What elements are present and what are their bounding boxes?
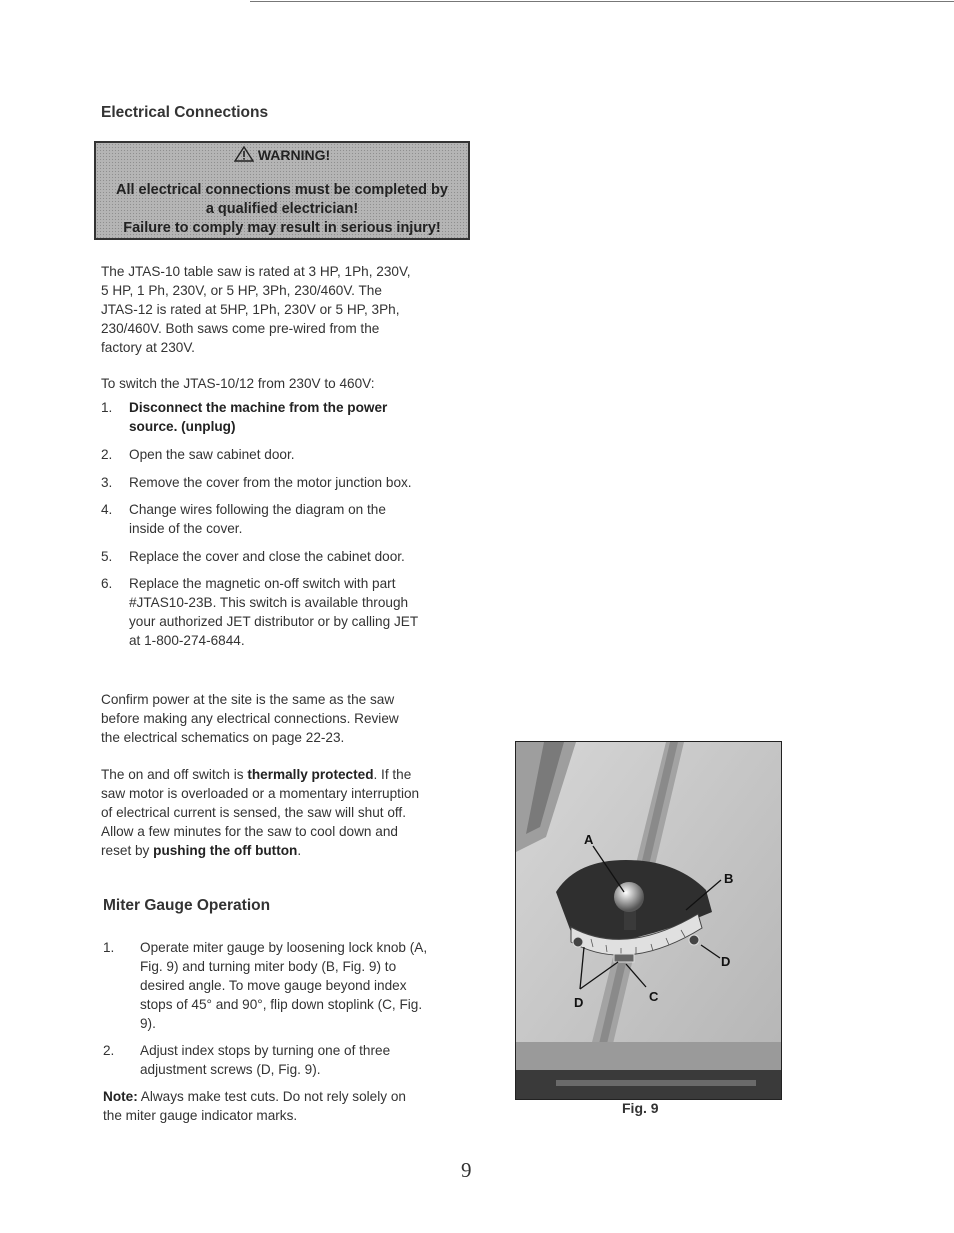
list-item	[101, 473, 481, 492]
step-text: Disconnect the machine from the power	[129, 400, 388, 415]
step-text: stops of 45° and 90°, flip down stoplink (C, Fig.	[140, 997, 423, 1012]
figure-caption: Fig. 9	[622, 1100, 659, 1116]
warning-line: Failure to comply may result in serious injury!	[123, 220, 441, 236]
text-line	[101, 765, 491, 784]
list-item	[101, 574, 481, 650]
warning-title-text: WARNING!	[257, 147, 331, 163]
step-number: 2.	[101, 447, 113, 462]
warning-box	[94, 141, 470, 240]
figure-label-d: D	[721, 954, 731, 969]
text-line: Allow a few minutes for the saw to cool down and	[101, 824, 398, 839]
note-label: Note:	[103, 1089, 138, 1104]
figure-label-b: B	[724, 871, 734, 886]
confirm-paragraph	[101, 690, 481, 747]
step-text: your authorized JET distributor or by calling JET	[129, 614, 419, 629]
text-line	[101, 841, 491, 860]
step-text: inside of the cover.	[129, 521, 243, 536]
list-item	[101, 398, 481, 436]
section-heading-electrical: Electrical Connections	[101, 104, 269, 121]
section-heading-miter: Miter Gauge Operation	[103, 897, 271, 914]
step-text: Replace the cover and close the cabinet door.	[129, 549, 405, 564]
text-span: .	[297, 843, 302, 858]
step-text: Remove the cover from the motor junction box.	[129, 475, 412, 490]
miter-gauge-illustration	[516, 742, 781, 1099]
page-number: 9	[461, 1158, 472, 1182]
text-line: 230/460V. Both saws come pre-wired from the	[101, 321, 380, 336]
text-span: The on and off switch is	[101, 767, 248, 782]
text-span: . If the	[373, 767, 412, 782]
list-item	[101, 445, 481, 464]
step-text: Fig. 9) and turning miter body (B, Fig. 9) to	[140, 959, 397, 974]
step-text: Change wires following the diagram on the	[129, 502, 386, 517]
text-line: 5 HP, 1 Ph, 230V, or 5 HP, 3Ph, 230/460V. The	[101, 283, 382, 298]
warning-line: a qualified electrician!	[205, 201, 359, 217]
step-number: 5.	[101, 549, 113, 564]
bold-phrase: pushing the off button	[153, 843, 298, 858]
step-text: Replace the magnetic on-off switch with part	[129, 576, 396, 591]
thermal-paragraph	[101, 765, 491, 860]
step-text: 9).	[140, 1016, 156, 1031]
step-text: source. (unplug)	[129, 419, 236, 434]
step-text: Adjust index stops by turning one of three	[140, 1043, 391, 1058]
switch-intro: To switch the JTAS-10/12 from 230V to 460V:	[101, 376, 375, 391]
text-line: the miter gauge indicator marks.	[103, 1108, 298, 1123]
text-line: saw motor is overloaded or a momentary interruption	[101, 786, 420, 801]
step-number: 6.	[101, 576, 113, 591]
step-number: 4.	[101, 502, 113, 517]
list-item	[103, 938, 483, 1033]
note-paragraph	[103, 1087, 483, 1125]
list-item	[103, 1041, 483, 1079]
figure-label-c: C	[649, 989, 659, 1004]
top-rule	[250, 1, 954, 2]
step-text: adjustment screws (D, Fig. 9).	[140, 1062, 321, 1077]
bold-phrase: thermally protected	[247, 767, 374, 782]
step-text: Open the saw cabinet door.	[129, 447, 295, 462]
text-line: Confirm power at the site is the same as the saw	[101, 692, 395, 707]
text-line	[103, 1087, 483, 1106]
step-number: 2.	[103, 1043, 115, 1058]
list-item	[101, 500, 481, 538]
warning-title	[96, 146, 468, 163]
warning-line: All electrical connections must be completed by	[116, 182, 448, 198]
list-item	[101, 547, 481, 566]
text-line: JTAS-12 is rated at 5HP, 1Ph, 230V or 5 HP, 3Ph,	[101, 302, 400, 317]
text-line: before making any electrical connections. Review	[101, 711, 399, 726]
step-text: at 1-800-274-6844.	[129, 633, 245, 648]
warning-body	[100, 181, 464, 238]
figure-label-d: D	[574, 995, 584, 1010]
warning-triangle-icon	[234, 146, 254, 162]
text-line: the electrical schematics on page 22-23.	[101, 730, 345, 745]
step-number: 1.	[103, 940, 115, 955]
text-line: factory at 230V.	[101, 340, 195, 355]
text-line: of electrical current is sensed, the saw will shut off.	[101, 805, 406, 820]
text-span: Always make test cuts. Do not rely solely on	[137, 1089, 406, 1104]
step-number: 1.	[101, 400, 113, 415]
step-text: desired angle. To move gauge beyond index	[140, 978, 407, 993]
figure-9-photo	[515, 741, 782, 1100]
step-number: 3.	[101, 475, 113, 490]
figure-label-a: A	[584, 832, 594, 847]
step-text: Operate miter gauge by loosening lock knob (A,	[140, 940, 428, 955]
step-text: #JTAS10-23B. This switch is available through	[129, 595, 409, 610]
text-line: The JTAS-10 table saw is rated at 3 HP, 1Ph, 230V,	[101, 264, 411, 279]
text-span: reset by	[101, 843, 154, 858]
intro-paragraph	[101, 262, 481, 357]
